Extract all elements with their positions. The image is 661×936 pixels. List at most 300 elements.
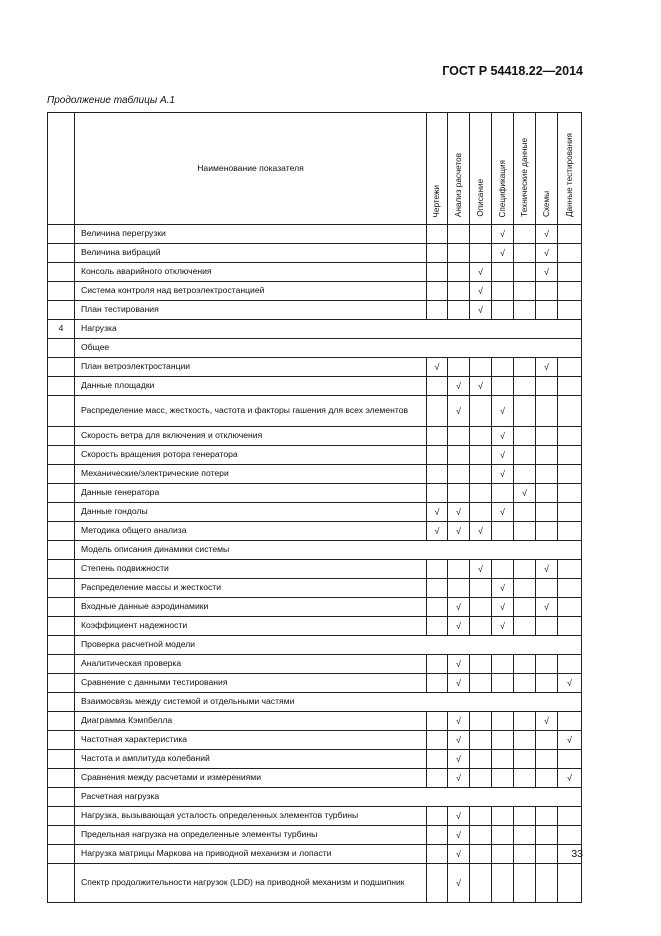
check-mark-cell [470, 579, 492, 598]
check-mark-cell [427, 864, 448, 903]
table-row [48, 788, 582, 807]
check-mark-cell [427, 655, 448, 674]
check-mark-cell [470, 225, 492, 244]
indicator-name: Входные данные аэродинамики [75, 598, 427, 617]
check-mark-cell [514, 598, 536, 617]
check-mark-cell [492, 826, 514, 845]
check-mark-cell [427, 301, 448, 320]
row-number [48, 845, 75, 864]
indicator-name: Величина перегрузки [75, 225, 427, 244]
check-mark-cell: √ [536, 712, 558, 731]
check-mark-cell [492, 377, 514, 396]
indicator-name: Спектр продолжительности нагрузок (LDD) на приводной механизм и подшипник [75, 864, 427, 903]
check-mark-cell: √ [427, 358, 448, 377]
indicator-name: Распределение масс, жесткость, частота и факторы гашения для всех элементов [75, 396, 427, 427]
indicator-name: Частотная характеристика [75, 731, 427, 750]
table-row [48, 598, 582, 617]
check-mark-cell: √ [427, 503, 448, 522]
indicator-name: Методика общего анализа [75, 522, 427, 541]
check-mark-cell: √ [492, 225, 514, 244]
check-mark-cell: √ [448, 750, 470, 769]
row-number [48, 712, 75, 731]
indicator-name: Расчетная нагрузка [75, 788, 582, 807]
check-mark-cell [427, 225, 448, 244]
indicator-name: Общее [75, 339, 582, 358]
check-mark-cell: √ [448, 655, 470, 674]
indicator-name: Данные площадки [75, 377, 427, 396]
indicator-name: Проверка расчетной модели [75, 636, 582, 655]
page-number: 33 [571, 848, 583, 860]
check-mark-cell [448, 484, 470, 503]
check-mark-cell [470, 826, 492, 845]
indicator-name: Система контроля над ветроэлектростанцией [75, 282, 427, 301]
check-mark-cell [558, 263, 582, 282]
indicator-name: Сравнение с данными тестирования [75, 674, 427, 693]
check-mark-cell [470, 731, 492, 750]
check-mark-cell [427, 377, 448, 396]
check-mark-cell [427, 396, 448, 427]
check-mark-cell [427, 807, 448, 826]
check-mark-cell [558, 301, 582, 320]
check-mark-cell [427, 674, 448, 693]
column-header-drawings: Чертежи [427, 113, 448, 225]
check-mark-cell: √ [448, 845, 470, 864]
row-number [48, 427, 75, 446]
check-mark-cell [558, 396, 582, 427]
check-mark-cell: √ [448, 807, 470, 826]
check-mark-cell: √ [448, 522, 470, 541]
check-mark-cell [448, 427, 470, 446]
table-header-row [48, 113, 582, 225]
check-mark-cell: √ [448, 826, 470, 845]
row-number [48, 788, 75, 807]
check-mark-cell [558, 465, 582, 484]
check-mark-cell [558, 446, 582, 465]
row-number [48, 282, 75, 301]
row-number [48, 396, 75, 427]
check-mark-cell [514, 377, 536, 396]
check-mark-cell [536, 465, 558, 484]
check-mark-cell: √ [492, 617, 514, 636]
row-number [48, 807, 75, 826]
row-number [48, 750, 75, 769]
check-mark-cell [514, 864, 536, 903]
check-mark-cell [536, 617, 558, 636]
check-mark-cell: √ [448, 396, 470, 427]
check-mark-cell [536, 301, 558, 320]
check-mark-cell [558, 826, 582, 845]
check-mark-cell [492, 358, 514, 377]
check-mark-cell: √ [448, 674, 470, 693]
check-mark-cell [492, 731, 514, 750]
check-mark-cell [492, 522, 514, 541]
check-mark-cell [492, 560, 514, 579]
check-mark-cell: √ [470, 522, 492, 541]
check-mark-cell [536, 522, 558, 541]
check-mark-cell [427, 465, 448, 484]
check-mark-cell: √ [536, 263, 558, 282]
check-mark-cell [427, 750, 448, 769]
check-mark-cell: √ [492, 446, 514, 465]
check-mark-cell [448, 560, 470, 579]
check-mark-cell [514, 282, 536, 301]
check-mark-cell [470, 769, 492, 788]
check-mark-cell [448, 225, 470, 244]
indicator-name: План ветроэлектростанции [75, 358, 427, 377]
check-mark-cell: √ [536, 244, 558, 263]
check-mark-cell [536, 503, 558, 522]
check-mark-cell [514, 807, 536, 826]
table-row [48, 503, 582, 522]
column-header-calculations: Анализ расчетов [448, 113, 470, 225]
check-mark-cell [536, 377, 558, 396]
check-mark-cell [558, 864, 582, 903]
check-mark-cell [536, 769, 558, 788]
check-mark-cell [492, 750, 514, 769]
check-mark-cell [448, 282, 470, 301]
indicator-name: Распределение массы и жесткости [75, 579, 427, 598]
table-row [48, 484, 582, 503]
check-mark-cell [470, 807, 492, 826]
column-header-description: Описание [470, 113, 492, 225]
table-row [48, 301, 582, 320]
check-mark-cell [427, 579, 448, 598]
check-mark-cell: √ [492, 598, 514, 617]
check-mark-cell: √ [536, 358, 558, 377]
row-number [48, 674, 75, 693]
check-mark-cell [558, 655, 582, 674]
row-number [48, 522, 75, 541]
check-mark-cell [536, 655, 558, 674]
row-number [48, 636, 75, 655]
check-mark-cell [470, 655, 492, 674]
row-number [48, 358, 75, 377]
row-number [48, 301, 75, 320]
check-mark-cell [514, 263, 536, 282]
row-number [48, 731, 75, 750]
row-number [48, 560, 75, 579]
check-mark-cell [470, 750, 492, 769]
check-mark-cell [514, 560, 536, 579]
check-mark-cell [558, 617, 582, 636]
check-mark-cell [558, 358, 582, 377]
table-row [48, 807, 582, 826]
table-row [48, 377, 582, 396]
check-mark-cell [558, 225, 582, 244]
check-mark-cell [558, 427, 582, 446]
check-mark-cell [427, 826, 448, 845]
table-row [48, 225, 582, 244]
row-number [48, 655, 75, 674]
check-mark-cell [536, 731, 558, 750]
check-mark-cell [470, 598, 492, 617]
table-row [48, 769, 582, 788]
check-mark-cell [427, 282, 448, 301]
check-mark-cell: √ [558, 674, 582, 693]
indicator-name: Нагрузка матрицы Маркова на приводной механизм и лопасти [75, 845, 427, 864]
table-row [48, 358, 582, 377]
check-mark-cell [514, 579, 536, 598]
row-number [48, 484, 75, 503]
indicator-name: Диаграмма Кэмпбелла [75, 712, 427, 731]
check-mark-cell [492, 674, 514, 693]
table-body [48, 225, 582, 903]
check-mark-cell [470, 465, 492, 484]
check-mark-cell [492, 712, 514, 731]
check-mark-cell [448, 465, 470, 484]
check-mark-cell [536, 446, 558, 465]
check-mark-cell: √ [536, 225, 558, 244]
check-mark-cell: √ [448, 712, 470, 731]
check-mark-cell [470, 446, 492, 465]
check-mark-cell [492, 807, 514, 826]
check-mark-cell [514, 301, 536, 320]
table-row [48, 522, 582, 541]
table-row [48, 731, 582, 750]
check-mark-cell: √ [448, 377, 470, 396]
check-mark-cell [558, 484, 582, 503]
column-header-technical-data: Технические данные [514, 113, 536, 225]
check-mark-cell [448, 358, 470, 377]
check-mark-cell [427, 617, 448, 636]
check-mark-cell [427, 769, 448, 788]
check-mark-cell [492, 769, 514, 788]
check-mark-cell: √ [448, 503, 470, 522]
check-mark-cell [427, 263, 448, 282]
indicator-name: Данные гондолы [75, 503, 427, 522]
check-mark-cell [427, 427, 448, 446]
check-mark-cell [448, 244, 470, 263]
check-mark-cell [492, 282, 514, 301]
check-mark-cell: √ [558, 731, 582, 750]
table-row [48, 244, 582, 263]
check-mark-cell: √ [448, 731, 470, 750]
table-row [48, 320, 582, 339]
row-number [48, 339, 75, 358]
check-mark-cell: √ [470, 282, 492, 301]
table-row [48, 674, 582, 693]
check-mark-cell [536, 864, 558, 903]
indicators-table [47, 112, 582, 903]
table-row [48, 617, 582, 636]
check-mark-cell [558, 282, 582, 301]
check-mark-cell: √ [492, 427, 514, 446]
indicator-name: Скорость вращения ротора генератора [75, 446, 427, 465]
check-mark-cell [558, 598, 582, 617]
check-mark-cell [492, 484, 514, 503]
check-mark-cell [470, 427, 492, 446]
table-row [48, 560, 582, 579]
row-number [48, 263, 75, 282]
row-number [48, 244, 75, 263]
check-mark-cell [514, 446, 536, 465]
row-number [48, 225, 75, 244]
check-mark-cell [514, 427, 536, 446]
check-mark-cell [448, 301, 470, 320]
column-header-specification: Спецификация [492, 113, 514, 225]
table-row [48, 427, 582, 446]
check-mark-cell [536, 282, 558, 301]
check-mark-cell [536, 579, 558, 598]
check-mark-cell: √ [492, 465, 514, 484]
check-mark-cell [470, 396, 492, 427]
check-mark-cell [558, 503, 582, 522]
check-mark-cell [514, 750, 536, 769]
name-column-header: Наименование показателя [75, 113, 427, 225]
indicator-name: Нагрузка [75, 320, 582, 339]
check-mark-cell [492, 301, 514, 320]
check-mark-cell: √ [536, 560, 558, 579]
check-mark-cell: √ [492, 244, 514, 263]
check-mark-cell [470, 845, 492, 864]
check-mark-cell [514, 712, 536, 731]
row-number [48, 377, 75, 396]
row-number [48, 864, 75, 903]
table-row [48, 693, 582, 712]
check-mark-cell [514, 655, 536, 674]
check-mark-cell: √ [470, 560, 492, 579]
column-header-test-data: Данные тестирования [558, 113, 582, 225]
table-row [48, 826, 582, 845]
check-mark-cell [536, 484, 558, 503]
check-mark-cell [558, 560, 582, 579]
document-id: ГОСТ Р 54418.22—2014 [442, 64, 583, 78]
check-mark-cell: √ [492, 579, 514, 598]
check-mark-cell [427, 484, 448, 503]
check-mark-cell [470, 503, 492, 522]
row-number [48, 598, 75, 617]
table-row [48, 845, 582, 864]
indicator-name: Механические/электрические потери [75, 465, 427, 484]
row-number [48, 617, 75, 636]
check-mark-cell [536, 674, 558, 693]
check-mark-cell [470, 674, 492, 693]
check-mark-cell [514, 522, 536, 541]
table-caption: Продолжение таблицы А.1 [47, 95, 175, 106]
check-mark-cell: √ [470, 377, 492, 396]
check-mark-cell [492, 263, 514, 282]
check-mark-cell [558, 244, 582, 263]
check-mark-cell [536, 750, 558, 769]
check-mark-cell [558, 522, 582, 541]
check-mark-cell [448, 446, 470, 465]
check-mark-cell [514, 617, 536, 636]
check-mark-cell [470, 864, 492, 903]
check-mark-cell [514, 674, 536, 693]
check-mark-cell [536, 826, 558, 845]
table-row [48, 396, 582, 427]
check-mark-cell [536, 427, 558, 446]
check-mark-cell [427, 845, 448, 864]
table-row [48, 446, 582, 465]
check-mark-cell [558, 712, 582, 731]
table-row [48, 864, 582, 903]
check-mark-cell [536, 807, 558, 826]
indicator-name: Аналитическая проверка [75, 655, 427, 674]
check-mark-cell [514, 503, 536, 522]
table-row [48, 579, 582, 598]
row-number [48, 826, 75, 845]
check-mark-cell [514, 244, 536, 263]
check-mark-cell [470, 712, 492, 731]
check-mark-cell [558, 579, 582, 598]
check-mark-cell: √ [448, 864, 470, 903]
check-mark-cell [492, 845, 514, 864]
check-mark-cell: √ [448, 617, 470, 636]
table-row [48, 339, 582, 358]
check-mark-cell: √ [427, 522, 448, 541]
column-header-schemes: Схемы [536, 113, 558, 225]
row-number: 4 [48, 320, 75, 339]
check-mark-cell [514, 358, 536, 377]
check-mark-cell [558, 807, 582, 826]
check-mark-cell [514, 845, 536, 864]
check-mark-cell [427, 731, 448, 750]
check-mark-cell [427, 712, 448, 731]
indicator-name: Коэффициент надежности [75, 617, 427, 636]
check-mark-cell [558, 377, 582, 396]
check-mark-cell: √ [536, 598, 558, 617]
table-row [48, 655, 582, 674]
check-mark-cell: √ [470, 263, 492, 282]
indicator-name: Величина вибраций [75, 244, 427, 263]
check-mark-cell [514, 731, 536, 750]
row-number [48, 769, 75, 788]
check-mark-cell: √ [558, 769, 582, 788]
row-number [48, 465, 75, 484]
check-mark-cell [427, 244, 448, 263]
table-row [48, 750, 582, 769]
check-mark-cell [514, 465, 536, 484]
indicator-name: Нагрузка, вызывающая усталость определенных элементов турбины [75, 807, 427, 826]
check-mark-cell: √ [448, 769, 470, 788]
indicator-name: План тестирования [75, 301, 427, 320]
table-row [48, 712, 582, 731]
check-mark-cell [448, 263, 470, 282]
indicator-name: Консоль аварийного отключения [75, 263, 427, 282]
indicator-name: Степень подвижности [75, 560, 427, 579]
check-mark-cell: √ [492, 503, 514, 522]
check-mark-cell [536, 396, 558, 427]
check-mark-cell [470, 484, 492, 503]
row-number [48, 693, 75, 712]
indicator-name: Сравнения между расчетами и измерениями [75, 769, 427, 788]
table-row [48, 465, 582, 484]
table-row [48, 636, 582, 655]
number-column-header [48, 113, 75, 225]
table-row [48, 282, 582, 301]
check-mark-cell [492, 655, 514, 674]
check-mark-cell [514, 769, 536, 788]
check-mark-cell [470, 244, 492, 263]
check-mark-cell [470, 358, 492, 377]
check-mark-cell [427, 598, 448, 617]
indicator-name: Частота и амплитуда колебаний [75, 750, 427, 769]
check-mark-cell [492, 864, 514, 903]
check-mark-cell [427, 446, 448, 465]
indicator-name: Данные генератора [75, 484, 427, 503]
indicator-name: Модель описания динамики системы [75, 541, 582, 560]
check-mark-cell: √ [470, 301, 492, 320]
row-number [48, 503, 75, 522]
check-mark-cell [514, 225, 536, 244]
check-mark-cell [514, 396, 536, 427]
check-mark-cell: √ [448, 598, 470, 617]
indicator-name: Взаимосвязь между системой и отдельными частями [75, 693, 582, 712]
row-number [48, 579, 75, 598]
row-number [48, 446, 75, 465]
row-number [48, 541, 75, 560]
